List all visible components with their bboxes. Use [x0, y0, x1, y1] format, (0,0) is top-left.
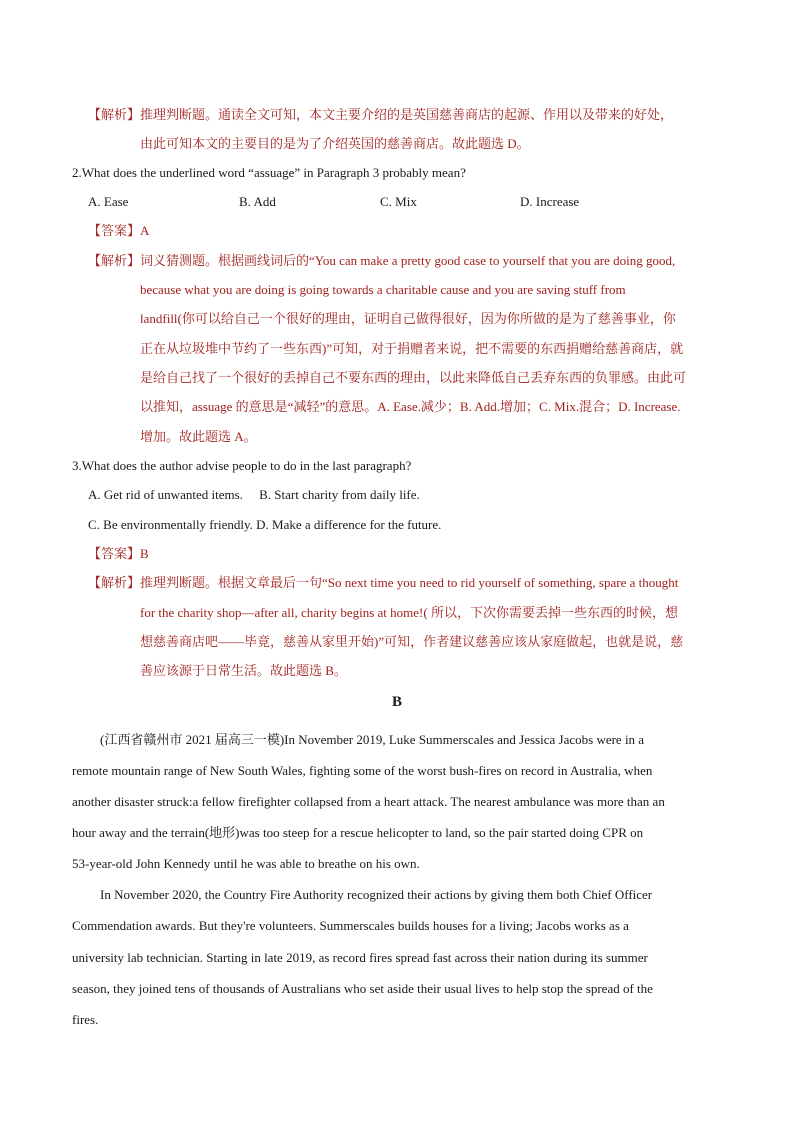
q2-analysis-line: 以推知，assuage 的意思是“减轻”的意思。A. Ease.减少；B. Add.增加；C. Mix.混合；D. Increase.: [140, 399, 681, 414]
q3-options-row: A. Get rid of unwanted items. B. Start charity from daily life.: [88, 487, 420, 502]
passage-line: remote mountain range of New South Wales, fighting some of the worst bush-fires on record in Australia, when: [72, 763, 653, 778]
q2-answer: A: [140, 223, 150, 238]
passage-line: hour away and the terrain(地形)was too steep for a rescue helicopter to land, so the pair started doing CPR on: [72, 825, 644, 840]
passage-line: another disaster struck:a fellow firefighter collapsed from a heart attack. The nearest ambulance was more than an: [72, 794, 665, 809]
passage-line: university lab technician. Starting in late 2019, as record fires spread fast across their nation during its summer: [72, 950, 648, 965]
q2-analysis-line: 词义猜测题。根据画线词后的“You can make a pretty good case to yourself that you are doing good,: [140, 253, 676, 268]
analysis-tag: 【解析】: [88, 107, 141, 122]
q3-options-row: C. Be environmentally friendly. D. Make a difference for the future.: [88, 517, 442, 532]
q2-analysis-line: 是给自己找了一个很好的丢掉自己不要东西的理由，以此来降低自己丢弃东西的负罪感。由此可: [140, 370, 687, 385]
answer-tag: 【答案】: [88, 546, 141, 561]
q2-option-d: D. Increase: [520, 194, 580, 209]
section-heading: B: [391, 694, 402, 710]
q3-analysis-line: 善应该源于日常生活。故此题选 B。: [140, 663, 347, 678]
q2-analysis-line: 正在从垃圾堆中节约了一些东西)”可知，对于捐赠者来说，把不需要的东西捐赠给慈善商店，就: [140, 341, 684, 356]
analysis-tag: 【解析】: [88, 253, 141, 268]
passage-line: In November 2020, the Country Fire Authority recognized their actions by giving them both Chief Officer: [100, 887, 653, 902]
q2-question: 2.What does the underlined word “assuage” in Paragraph 3 probably mean?: [72, 165, 466, 180]
q2-option-b: B. Add: [239, 194, 276, 209]
q3-question: 3.What does the author advise people to do in the last paragraph?: [72, 458, 412, 473]
passage-line: fires.: [72, 1012, 99, 1027]
q3-analysis-line: 推理判断题。根据文章最后一句“So next time you need to rid yourself of something, spare a thought: [140, 575, 679, 590]
q1-analysis-line: 推理判断题。通读全文可知，本文主要介绍的是英国慈善商店的起源、作用以及带来的好处，: [140, 107, 674, 122]
passage-line: (江西省赣州市 2021 届高三一模)In November 2019, Luke Summerscales and Jessica Jacobs were in a: [100, 732, 645, 747]
passage-line: 53-year-old John Kennedy until he was able to breathe on his own.: [72, 856, 420, 871]
passage-line: Commendation awards. But they're volunteers. Summerscales builds houses for a living; Jacobs works as a: [72, 918, 629, 933]
analysis-tag: 【解析】: [88, 575, 141, 590]
q1-analysis-line: 由此可知本文的主要目的是为了介绍英国的慈善商店。故此题选 D。: [140, 136, 530, 151]
passage-line: season, they joined tens of thousands of Australians who set aside their usual lives to help stop the spread of the: [72, 981, 653, 996]
q3-answer: B: [140, 546, 149, 561]
q2-option-c: C. Mix: [380, 194, 417, 209]
q2-analysis-line: landfill(你可以给自己一个很好的理由，证明自己做得很好，因为你所做的是为了慈善事业，你: [140, 311, 676, 326]
q2-analysis-line: because what you are doing is going towards a charitable cause and you are saving stuff from: [140, 282, 626, 297]
answer-tag: 【答案】: [88, 223, 141, 238]
q2-option-a: A. Ease: [88, 194, 129, 209]
q2-analysis-line: 增加。故此题选 A。: [140, 429, 257, 444]
q3-analysis-line: for the charity shop—after all, charity begins at home!( 所以，下次你需要丢掉一些东西的时候，想: [140, 605, 678, 620]
q3-analysis-line: 想慈善商店吧——毕竟，慈善从家里开始)”可知，作者建议慈善应该从家庭做起，也就是说，慈: [140, 634, 684, 649]
